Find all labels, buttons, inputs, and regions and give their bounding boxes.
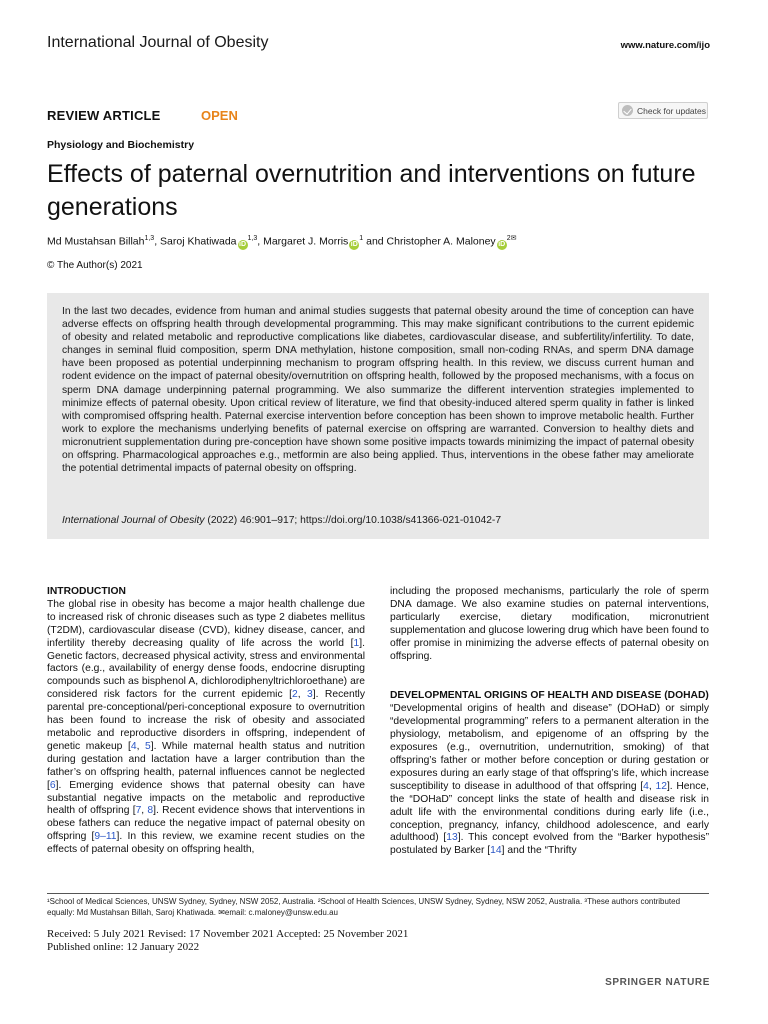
citation-link[interactable]: 5 bbox=[145, 740, 151, 752]
article-type-label: REVIEW ARTICLE bbox=[47, 108, 161, 123]
journal-name: International Journal of Obesity bbox=[47, 34, 269, 51]
footer-divider bbox=[47, 893, 709, 894]
introduction-heading: INTRODUCTION bbox=[47, 586, 126, 597]
citation-link[interactable]: 14 bbox=[490, 845, 502, 857]
introduction-continued-paragraph: including the proposed mechanisms, particularly the role of sperm DNA damage. We also examine studies on paternal interventions, particularly exercise, dietary modification, micronutrient supplementation and glucose lowering drug which have been found to offer promise in minimizing the adverse effects of paternal obesity on offspring. bbox=[390, 586, 709, 662]
copyright-notice: © The Author(s) 2021 bbox=[47, 260, 143, 271]
citation-link[interactable]: 12 bbox=[655, 780, 667, 792]
journal-url-link[interactable]: www.nature.com/ijo bbox=[620, 40, 710, 51]
citation-link[interactable]: 9–11 bbox=[94, 831, 117, 843]
check-icon bbox=[622, 105, 633, 116]
author-affiliation-marker: 1 bbox=[359, 235, 364, 242]
author-name[interactable]: Christopher A. Maloney bbox=[386, 235, 496, 248]
abstract-box bbox=[47, 293, 709, 539]
author-name[interactable]: Margaret J. Morris bbox=[263, 235, 349, 248]
body-column-left bbox=[47, 586, 365, 857]
citation-link[interactable]: 4 bbox=[643, 780, 649, 792]
dohad-paragraph: “Developmental origins of health and disease” (DOHaD) or simply “developmental programming” refers to a permanent alteration in the physiology, metabolism, and epigenome of an offspring by the exposures (e.g., overnutrition, undernutrition, smoking) of that offspring’s father or mother before conception or during gestation or exposures during an early stage of that offspring’s life, which increase susceptibility to disease in adulthood of that offspring [4, 12]. Hence, the “DOHaD” concept links the state of health and disease risk in adult life with the environmental conditions during early life (i.e., conception, pregnancy, infancy, childhood adolescence, and early adulthood) [13]. This concept evolved from the “Barker hypothesis” postulated by Barker [14] and the “Thrifty bbox=[390, 703, 709, 857]
abstract-text: In the last two decades, evidence from human and animal studies suggests that paternal obesity around the time of conception can have adverse effects on offspring health through developmental programming. This may make significant contributions to the current epidemic of obesity and related metabolic and reproductive complications like diabetes, cardiovascular disease, and subfertility/infertility. To date, changes in seminal fluid composition, sperm DNA methylation, histone composition, small non-coding RNAs, and sperm DNA damage have been proposed as potential underpinning mechanism to program offspring health. In this review, we discuss current human and rodent evidence on the impact of paternal obesity/overnutrition on offspring health, followed by the proposed mechanisms, with a focus on sperm DNA damage underpinning paternal programming. We also summarize the different intervention strategies implemented to minimize effects of paternal obesity. Upon critical review of literature, we find that obesity-induced altered sperm quality in father is linked with compromised offspring health. Paternal exercise intervention before conception has been shown to improve metabolic health. Further work to explore the mechanisms underlying benefits of paternal exercise on offspring are warranted. Conversion to healthy diets and micronutrient supplementation during pre-conception have shown some positive impacts towards minimizing the impact of paternal obesity on offspring. Pharmacological approaches e.g., metformin are also being applied. Thus, interventions in the obese father may ameliorate the potential detrimental impacts of paternal obesity on offspring. bbox=[62, 306, 694, 475]
citation-link[interactable]: 1 bbox=[353, 637, 360, 649]
orcid-icon[interactable]: iD bbox=[498, 240, 506, 248]
author-name[interactable]: Md Mustahsan Billah bbox=[47, 235, 145, 248]
orcid-icon[interactable]: iD bbox=[350, 240, 358, 248]
citation-journal: International Journal of Obesity bbox=[62, 515, 205, 526]
author-list: Md Mustahsan Billah$^{1,3}$, Saroj Khatiwada iD$^{1,3}$, Margaret J. Morris $iD^1$ and Christopher A. Maloney $iD^{2✉}$ bbox=[47, 235, 517, 248]
introduction-paragraph: The global rise in obesity has become a major health challenge due to increased risk of chronic diseases such as type 2 diabetes mellitus (T2DM), cardiovascular disease (CVD), kidney disease, cancer, and infertility thereby decreasing quality of life across the world [1]. Genetic factors, decreased physical activity, stress and environmental factors (e.g., availability of energy dense foods, endocrine disrupting compounds such as bisphenol A, dichlorodiphenyltrichloroethane) are considered risk factors for the current epidemic [2, 3]. Recently parental pre-conceptional/peri-conceptional exposure to overnutrition has been found to increase the risk of obesity and associated metabolic and reproductive disorders in offspring, independent of genetic makeup [4, 5]. While maternal health status and nutrition during gestation and lactation have a larger contribution than the father’s on offspring health, paternal influences cannot be neglected [6]. Emerging evidence shows that paternal obesity can have substantial negative impacts on the metabolic and reproductive health of offspring [7, 8]. Recent evidence shows that interventions in obese fathers can reduce the negative impact of paternal obesity on offspring [9–11]. In this review, we examine recent studies on the effects of paternal obesity on offspring health, bbox=[47, 598, 365, 856]
body-column-right bbox=[390, 586, 709, 858]
author-affiliation-marker: 1,3 bbox=[247, 235, 258, 242]
subject-category: Physiology and Biochemistry bbox=[47, 139, 195, 151]
author-affiliation-marker: 1,3 bbox=[144, 235, 155, 242]
affiliations-footnote: ¹School of Medical Sciences, UNSW Sydney, Sydney, NSW 2052, Australia. ²School of Health Sciences, UNSW Sydney, Sydney, NSW 2052, Australia. ³These authors contributed equally: Md Mustahsan Billah, Saroj Khatiwada. ✉email: c.maloney@unsw.edu.au bbox=[47, 897, 681, 917]
publication-dates bbox=[47, 928, 647, 953]
publisher-logo: SPRINGER NATURE bbox=[605, 977, 710, 988]
citation-link[interactable]: 13 bbox=[446, 832, 458, 844]
citation-link[interactable]: 7 bbox=[135, 805, 142, 817]
citation-link[interactable]: 3 bbox=[307, 689, 313, 701]
author-name[interactable]: Saroj Khatiwada bbox=[160, 235, 237, 248]
citation-line bbox=[62, 515, 501, 526]
author-affiliation-marker: 2✉ bbox=[506, 235, 517, 242]
dohad-heading: DEVELOPMENTAL ORIGINS OF HEALTH AND DISEASE (DOHAD) bbox=[390, 690, 709, 702]
received-revised-accepted-dates: Received: 5 July 2021 Revised: 17 November 2021 Accepted: 25 November 2021 bbox=[47, 928, 409, 940]
open-access-badge: OPEN bbox=[201, 108, 238, 123]
published-online-date: Published online: 12 January 2022 bbox=[47, 940, 200, 953]
citation-link[interactable]: 6 bbox=[49, 779, 56, 791]
orcid-icon[interactable]: iD bbox=[239, 240, 247, 248]
article-title: Effects of paternal overnutrition and interventions on future generations bbox=[47, 160, 696, 221]
check-for-updates-label: Check for updates bbox=[637, 105, 706, 116]
citation-link[interactable]: 2 bbox=[291, 689, 298, 701]
citation-details[interactable]: (2022) 46:901–917; https://doi.org/10.1038/s41366-021-01042-7 bbox=[204, 515, 502, 526]
check-for-updates-button[interactable] bbox=[618, 102, 708, 119]
citation-link[interactable]: 8 bbox=[147, 805, 154, 817]
citation-link[interactable]: 4 bbox=[130, 740, 137, 752]
